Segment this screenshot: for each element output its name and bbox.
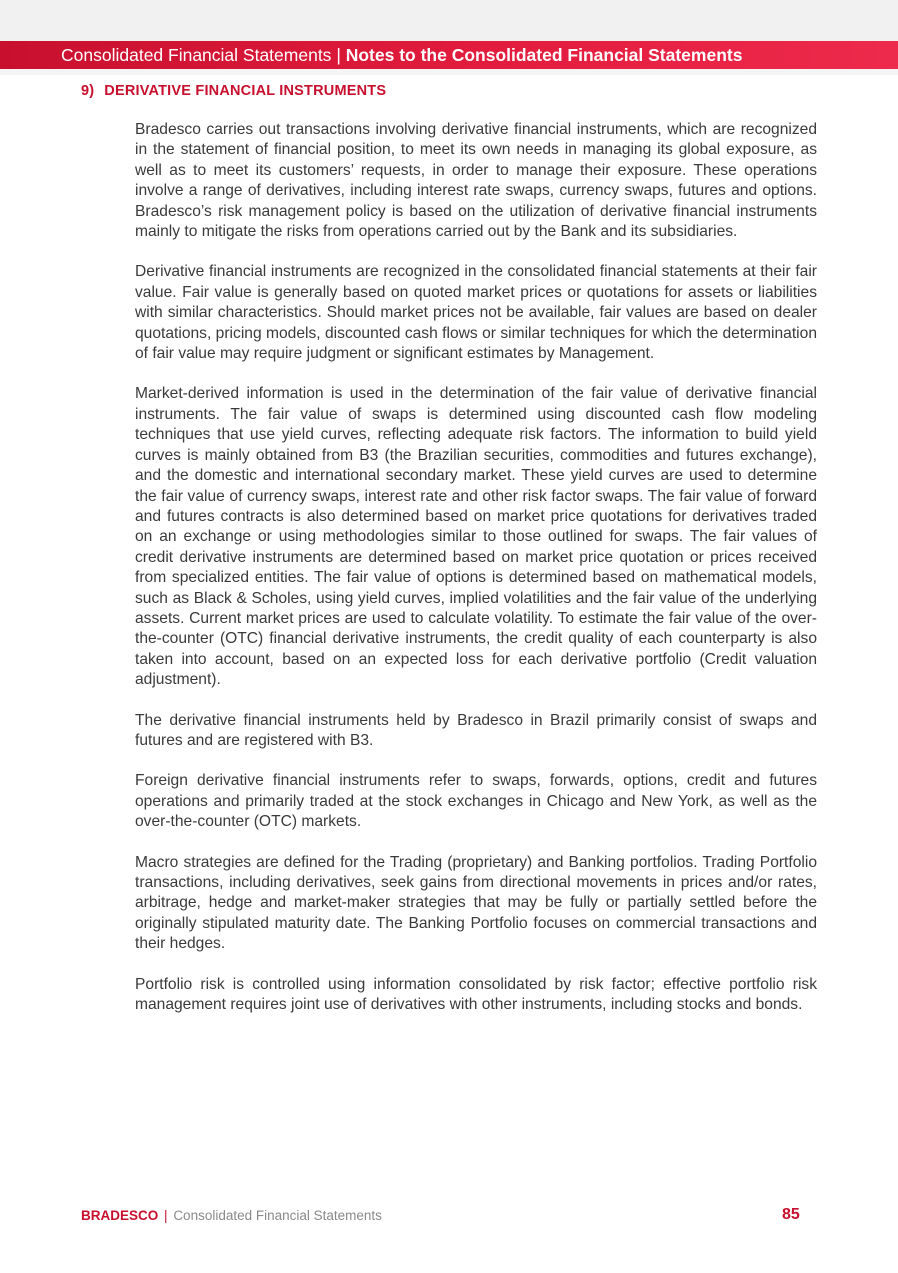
paragraph: Macro strategies are defined for the Trading (proprietary) and Banking portfolios. Trading Portfolio transactions, including derivatives, seek gains from directional movements in prices and/or rates, arbitrage, hedge and market-maker strategies that may be fully or partially settled before the originally stipulated maturity date. The Banking Portfolio focuses on commercial transactions and their hedges. <box>135 853 817 953</box>
header-title <box>61 41 742 69</box>
section-heading <box>81 83 386 99</box>
header-separator: | <box>336 45 341 65</box>
paragraph: Derivative financial instruments are recognized in the consolidated financial statements at their fair value. Fair value is generally based on quoted market prices or quotations for assets or liabilities with similar characteristics. Should market prices not be available, fair values are based on dealer quotations, pricing models, discounted cash flows or similar techniques for which the determination of fair value may require judgment or significant estimates by Management. <box>135 263 817 363</box>
header-shadow <box>0 69 898 75</box>
body-text <box>135 120 817 1035</box>
header-section: Consolidated Financial Statements <box>61 45 332 65</box>
header-subsection: Notes to the Consolidated Financial Statements <box>345 45 743 65</box>
header-band <box>0 41 898 69</box>
paragraph: Bradesco carries out transactions involving derivative financial instruments, which are recognized in the statement of financial position, to meet its own needs in managing its global exposure, as well as to meet its customers’ requests, in order to manage their exposure. These operations involve a range of derivatives, including interest rate swaps, currency swaps, futures and options. Bradesco’s risk management policy is based on the utilization of derivative financial instruments mainly to mitigate the risks from operations carried out by the Bank and its subsidiaries. <box>135 121 817 241</box>
footer-brand: BRADESCO <box>81 1208 159 1223</box>
paragraph: The derivative financial instruments held by Bradesco in Brazil primarily consist of swaps and futures and are registered with B3. <box>135 711 817 749</box>
footer <box>81 1208 382 1223</box>
footer-title: Consolidated Financial Statements <box>173 1208 382 1223</box>
paragraph: Foreign derivative financial instruments refer to swaps, forwards, options, credit and futures operations and primarily traded at the stock exchanges in Chicago and New York, as well as the over-the-counter (OTC) markets. <box>135 772 817 831</box>
paragraph: Portfolio risk is controlled using information consolidated by risk factor; effective portfolio risk management requires joint use of derivatives with other instruments, including stocks and bonds. <box>135 975 817 1014</box>
section-number: 9) <box>81 83 95 99</box>
footer-separator: | <box>164 1208 168 1223</box>
paragraph: Market-derived information is used in the determination of the fair value of derivative financial instruments. The fair value of swaps is determined using discounted cash flow modeling techniques that use yield curves, reflecting adequate risk factors. The information to build yield curves is mainly obtained from B3 (the Brazilian securities, commodities and futures exchange), and the domestic and international secondary market. These yield curves are used to determine the fair value of currency swaps, interest rate and other risk factor swaps. The fair value of forward and futures contracts is also determined based on market price quotations for derivatives traded on an exchange or using methodologies similar to those outlined for swaps. The fair values of credit derivative instruments are determined based on market price quotation or prices received from specialized entities. The fair value of options is determined based on mathematical models, such as Black & Scholes, using yield curves, implied volatilities and the fair value of the underlying assets. Current market prices are used to calculate volatility. To estimate the fair value of the over-the-counter (OTC) financial derivative instruments, the credit quality of each counterparty is also taken into account, based on an expected loss for each derivative portfolio (Credit valuation adjustment). <box>135 385 817 689</box>
section-title: DERIVATIVE FINANCIAL INSTRUMENTS <box>104 83 387 99</box>
page-number: 85 <box>782 1206 800 1223</box>
top-margin <box>0 0 898 41</box>
